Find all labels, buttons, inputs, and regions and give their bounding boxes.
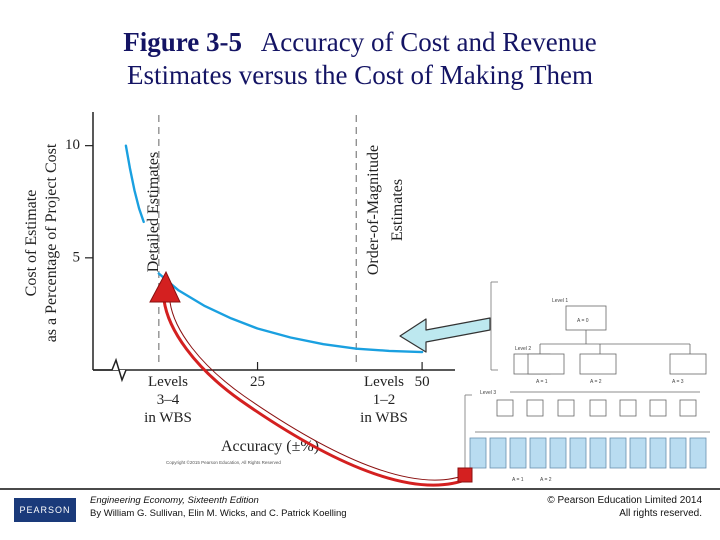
rights-line: All rights reserved. bbox=[619, 508, 702, 519]
wbs-leaf-box bbox=[490, 438, 506, 468]
wbs-level1-text: Level 1 bbox=[552, 298, 569, 304]
wbs-level3-box bbox=[497, 400, 513, 416]
om-label-line1: Order-of-Magnitude bbox=[365, 144, 382, 276]
cost-curve-upper-segment bbox=[126, 146, 144, 222]
levels-12-line3: in WBS bbox=[360, 410, 408, 426]
wbs-level4-row bbox=[470, 438, 706, 468]
wbs-leaf-box bbox=[670, 438, 686, 468]
book-citation bbox=[90, 494, 347, 520]
wbs-leaf-box bbox=[470, 438, 486, 468]
y-axis-title-line2: as a Percentage of Project Cost bbox=[43, 143, 60, 343]
wbs-leaf-box bbox=[630, 438, 646, 468]
title-line2: Estimates versus the Cost of Making Them bbox=[127, 60, 593, 90]
copyright-line: © Pearson Education Limited 2014 bbox=[547, 495, 702, 506]
small-copyright: Copyright ©2015 Pearson Education, All Rights Reserved bbox=[166, 460, 281, 465]
wbs-leaf-box bbox=[550, 438, 566, 468]
wbs-leaf-box bbox=[590, 438, 606, 468]
wbs-a0-text: A = 0 bbox=[577, 318, 589, 324]
cost-curve-lower-segment bbox=[159, 274, 422, 353]
levels-12-line2: 1–2 bbox=[372, 392, 396, 408]
wbs-leaf-box bbox=[530, 438, 546, 468]
levels-12-line1: Levels bbox=[364, 374, 404, 390]
axis-break bbox=[93, 360, 126, 380]
wbs-level3-box bbox=[680, 400, 696, 416]
wbs-leaf-box bbox=[510, 438, 526, 468]
figure-label: Figure 3-5 bbox=[123, 27, 243, 57]
wbs-level3-box bbox=[527, 400, 543, 416]
wbs-diagram bbox=[465, 282, 710, 483]
levels-34-line1: Levels bbox=[148, 374, 188, 390]
wbs-level2-box bbox=[580, 354, 616, 374]
book-title: Engineering Economy, Sixteenth Edition bbox=[90, 495, 259, 506]
copyright-notice bbox=[547, 494, 702, 520]
om-label-line2: Estimates bbox=[389, 178, 406, 242]
wbs-leaf-box bbox=[690, 438, 706, 468]
x-axis-title: Accuracy (±%) bbox=[220, 438, 320, 455]
book-authors: By William G. Sullivan, Elin M. Wicks, and C. Patrick Koelling bbox=[90, 508, 347, 519]
wbs-level2-box bbox=[528, 354, 564, 374]
title-line1: Accuracy of Cost and Revenue bbox=[260, 27, 597, 57]
pearson-logo: PEARSON bbox=[14, 498, 76, 522]
wbs-level3-text: Level 3 bbox=[480, 390, 497, 396]
y-axis-title-line1: Cost of Estimate bbox=[23, 189, 40, 297]
detailed-estimates-label: Detailed Estimates bbox=[145, 151, 162, 273]
wbs-level3-box bbox=[590, 400, 606, 416]
wbs-level3-box bbox=[558, 400, 574, 416]
wbs-sub2-text: A = 2 bbox=[540, 477, 552, 483]
levels-34-line2: 3–4 bbox=[156, 392, 180, 408]
levels-34-line3: in WBS bbox=[144, 410, 192, 426]
x-tick-label: 50 bbox=[414, 374, 430, 390]
wbs-sub1-text: A = 1 bbox=[512, 477, 524, 483]
x-tick-label: 25 bbox=[250, 374, 266, 390]
y-tick-label: 10 bbox=[65, 137, 80, 154]
wbs-a1-text: A = 1 bbox=[536, 379, 548, 385]
wbs-level2-box bbox=[670, 354, 706, 374]
wbs-leaf-box bbox=[650, 438, 666, 468]
wbs-a3-text: A = 3 bbox=[672, 379, 684, 385]
wbs-level3-box bbox=[650, 400, 666, 416]
wbs-level2-text: Level 2 bbox=[515, 346, 532, 352]
wbs-a2-text: A = 2 bbox=[590, 379, 602, 385]
wbs-leaf-box bbox=[610, 438, 626, 468]
wbs-leaf-box bbox=[570, 438, 586, 468]
red-arrow-tail bbox=[458, 468, 472, 482]
blue-pointer-arrow bbox=[400, 318, 490, 352]
wbs-level3-box bbox=[620, 400, 636, 416]
footer-divider bbox=[0, 488, 720, 490]
y-tick-label: 5 bbox=[72, 249, 80, 266]
